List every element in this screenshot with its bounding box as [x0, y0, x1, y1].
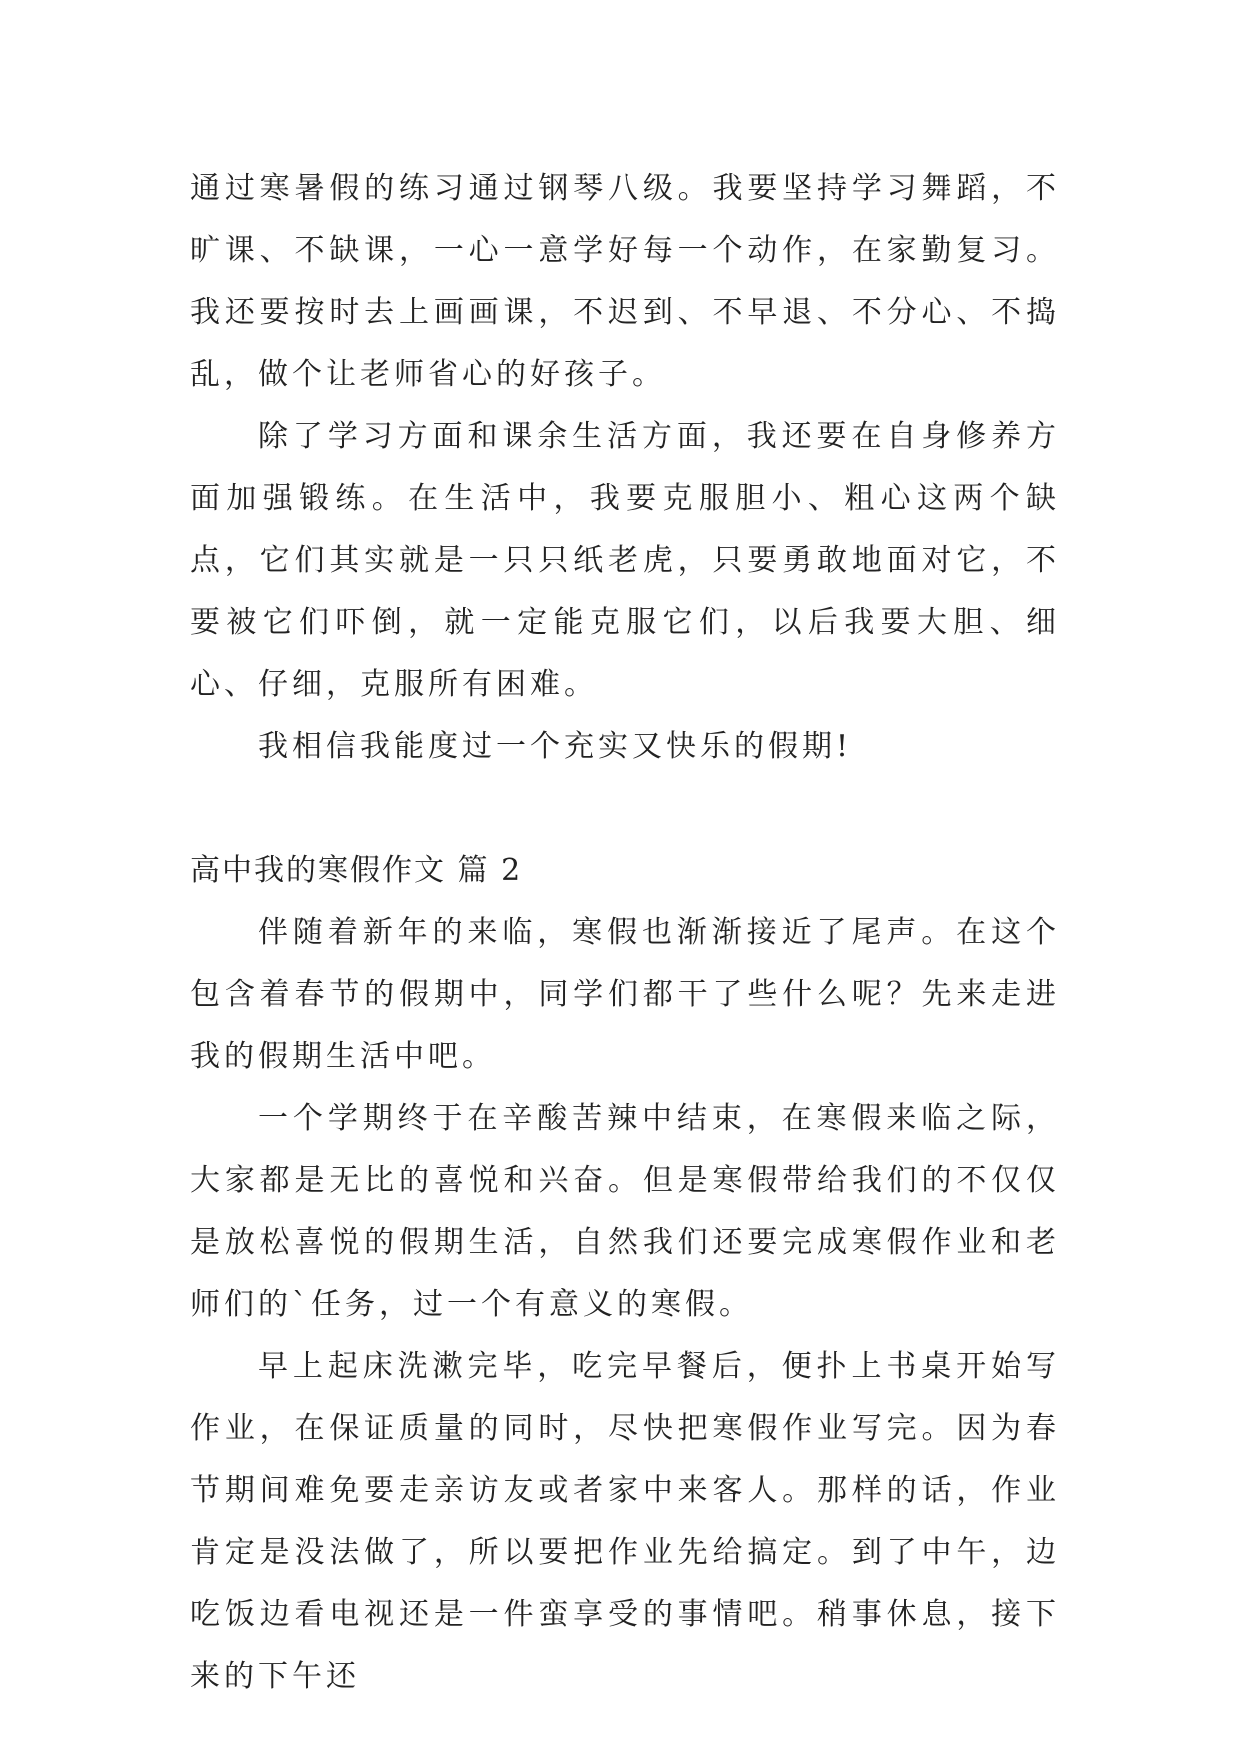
paragraph-continuation: 通过寒暑假的练习通过钢琴八级。我要坚持学习舞蹈，不旷课、不缺课，一心一意学好每一个动作，在家勤复习。我还要按时去上画画课，不迟到、不早退、不分心、不捣乱，做个让老师省心的好孩子。 — [190, 171, 1060, 392]
section-gap — [190, 778, 1060, 840]
document-body — [190, 158, 1060, 1708]
paragraph-morning-routine: 早上起床洗漱完毕，吃完早餐后，便扑上书桌开始写作业，在保证质量的同时，尽快把寒假作业写完。因为春节期间难免要走亲访友或者家中来客人。那样的话，作业肯定是没法做了，所以要把作业先给搞定。到了中午，边吃饭边看电视还是一件蛮享受的事情吧。稍事休息，接下来的下午还 — [190, 1349, 1060, 1694]
paragraph-intro: 伴随着新年的来临，寒假也渐渐接近了尾声。在这个包含着春节的假期中，同学们都干了些什么呢？先来走进我的假期生活中吧。 — [190, 915, 1060, 1074]
paragraph-self-improvement: 除了学习方面和课余生活方面，我还要在自身修养方面加强锻练。在生活中，我要克服胆小、粗心这两个缺点，它们其实就是一只只纸老虎，只要勇敢地面对它，不要被它们吓倒，就一定能克服它们，以后我要大胆、细心、仔细，克服所有困难。 — [190, 419, 1060, 702]
paragraph-semester-end: 一个学期终于在辛酸苦辣中结束，在寒假来临之际，大家都是无比的喜悦和兴奋。但是寒假带给我们的不仅仅是放松喜悦的假期生活，自然我们还要完成寒假作业和老师们的`任务，过一个有意义的寒假。 — [190, 1101, 1060, 1322]
section-title: 高中我的寒假作文 篇 2 — [190, 853, 523, 888]
paragraph-conclusion: 我相信我能度过一个充实又快乐的假期! — [258, 729, 853, 764]
